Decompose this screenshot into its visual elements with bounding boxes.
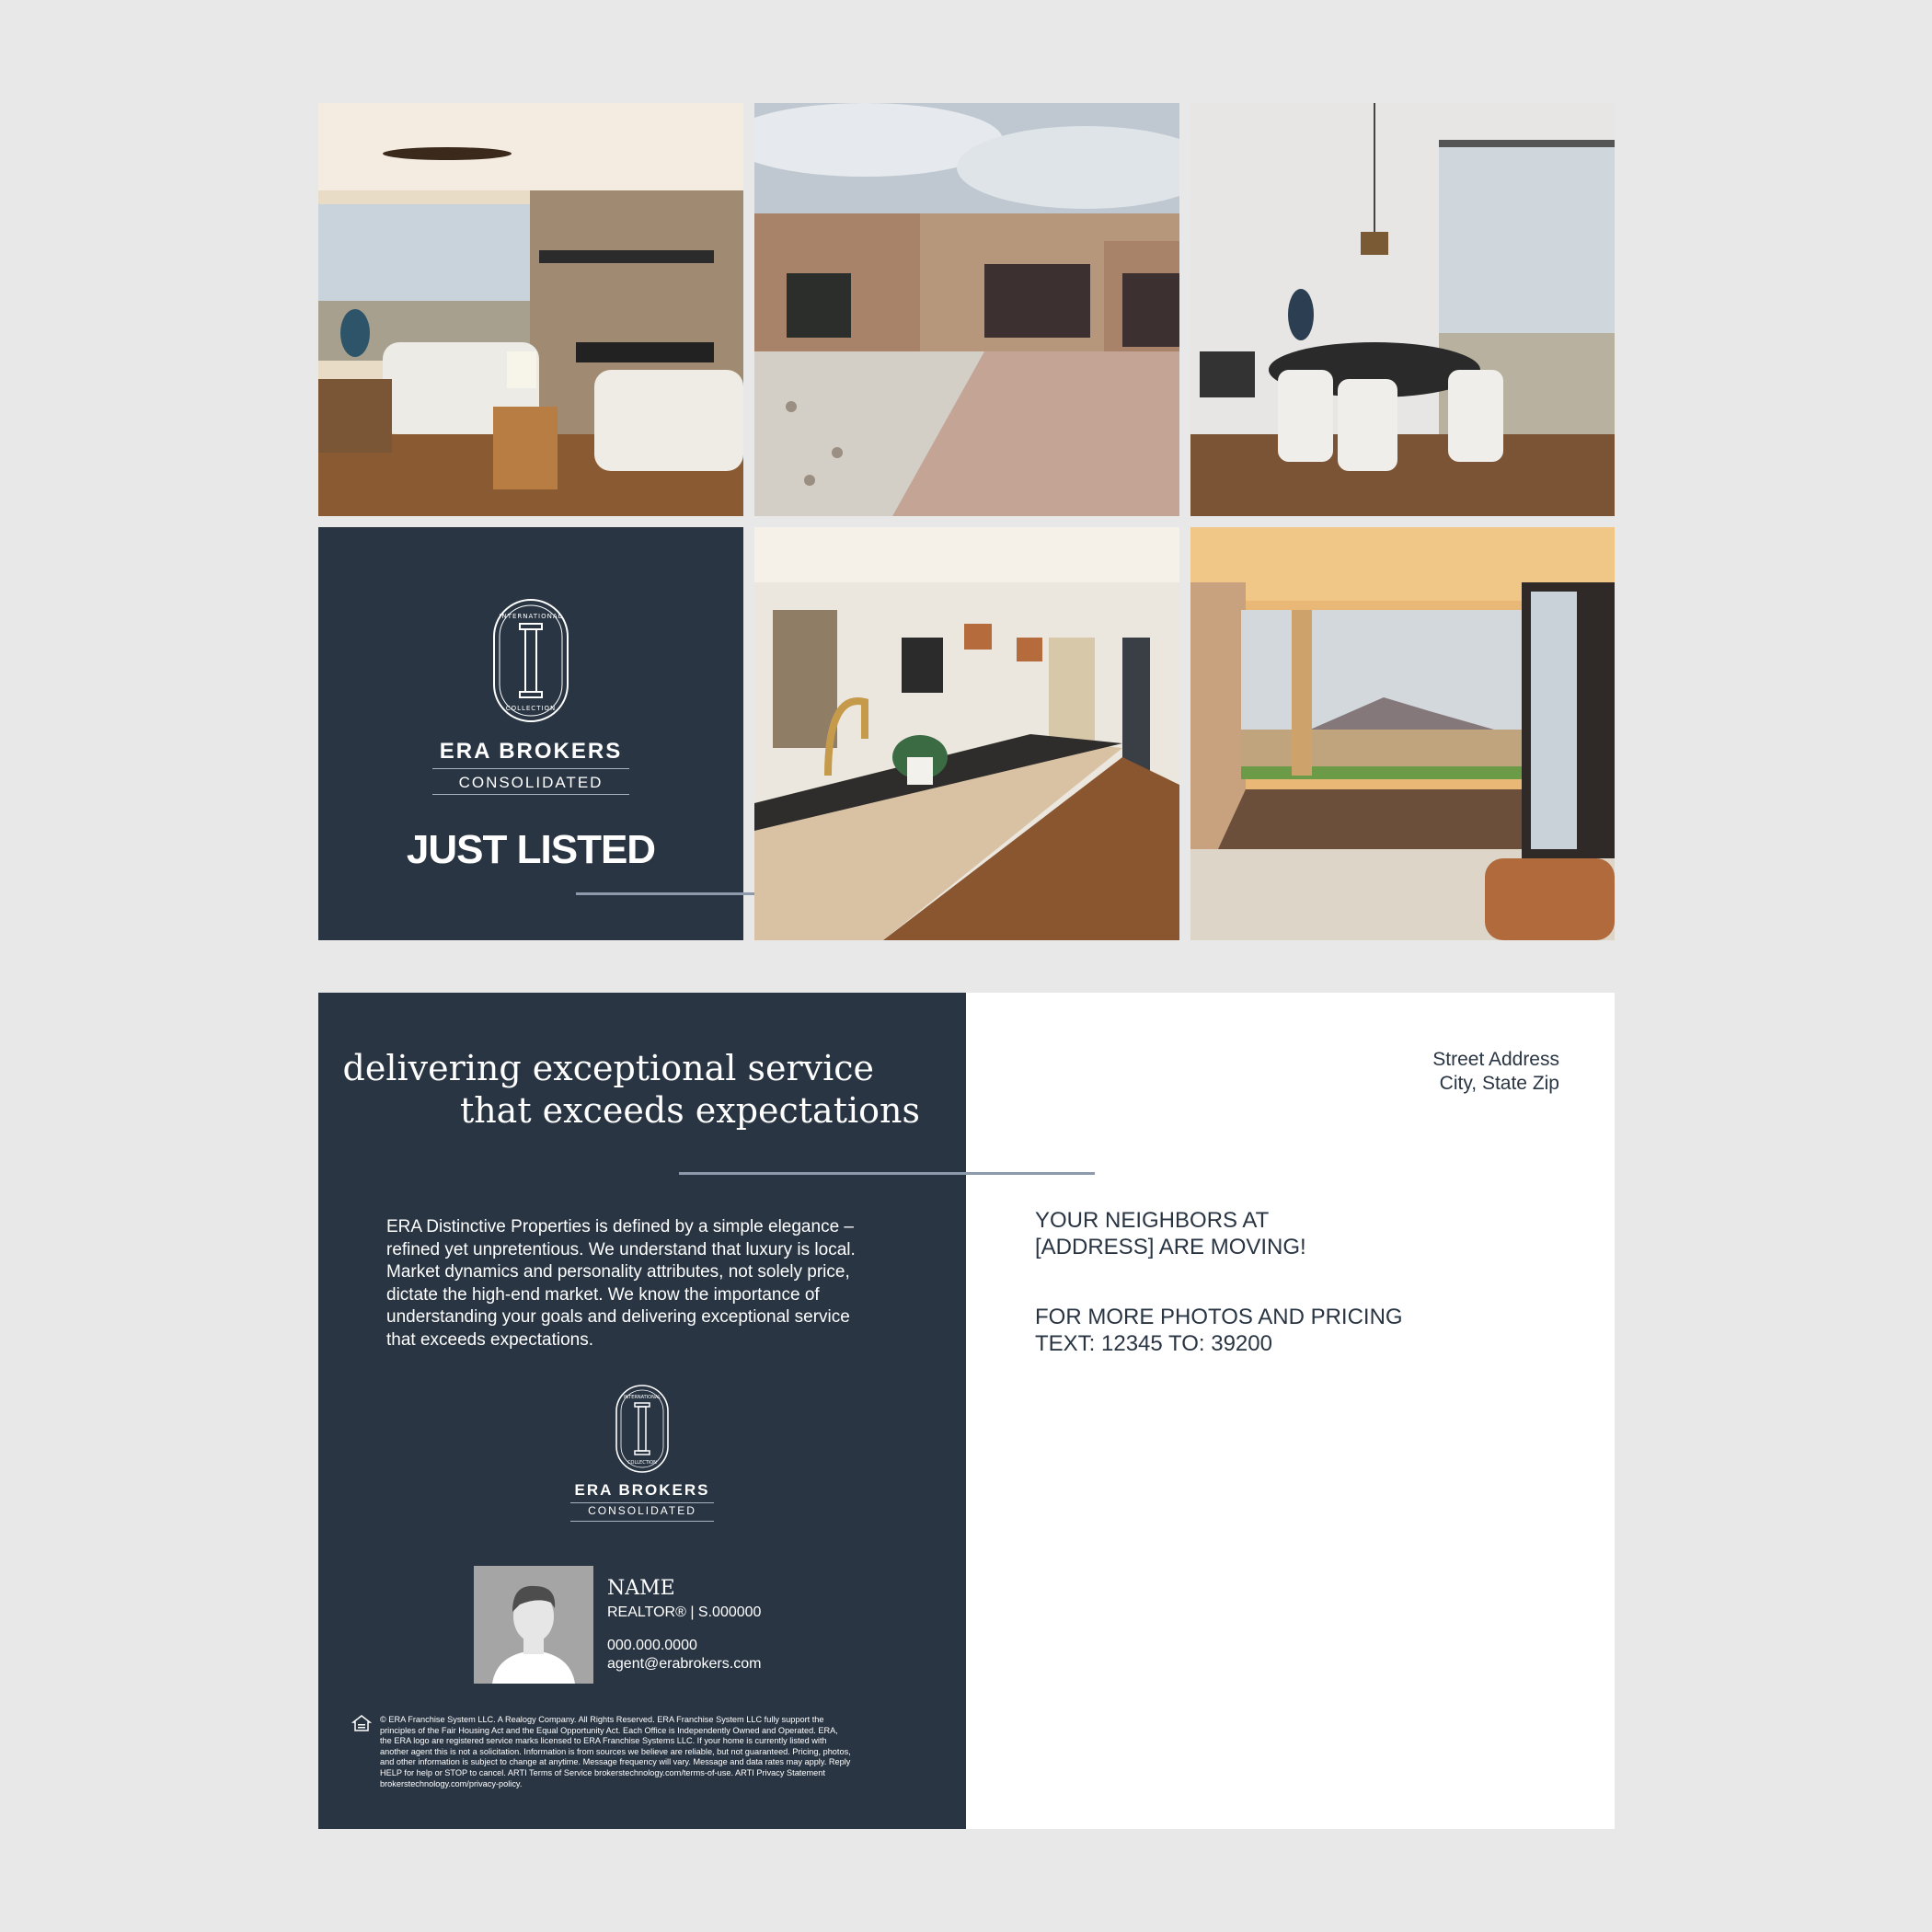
about-paragraph	[386, 1216, 920, 1351]
message-line1: YOUR NEIGHBORS AT	[1035, 1208, 1270, 1233]
brand-name: ERA BROKERS	[439, 739, 623, 764]
disclaimer-line: and other information is subject to change at anytime. Message frequency will vary. Message and data rates may apply. Reply	[380, 1757, 851, 1767]
address-line2: City, State Zip	[1439, 1073, 1559, 1094]
about-line: Market dynamics and personality attributes, not solely price,	[386, 1262, 850, 1282]
disclaimer-line: another agent this is not a solicitation. Information is from sources we believe are reliable, but not guaranteed. Pricing, photos,	[380, 1746, 851, 1756]
message-line3: FOR MORE PHOTOS AND PRICING	[1035, 1305, 1403, 1329]
disclaimer-line: the ERA logo are registered service marks licensed to ERA Franchise Systems LLC. If your home is currently listed with	[380, 1736, 827, 1746]
headline-just-listed: JUST LISTED	[406, 827, 656, 872]
brand-divider	[432, 768, 629, 769]
disclaimer-line: © ERA Franchise System LLC. A Realogy Company. All Rights Reserved. ERA Franchise System LLC fully support the	[380, 1715, 824, 1724]
just-listed-panel	[318, 527, 743, 940]
neighbors-message	[1035, 1207, 1306, 1260]
postcard-back	[318, 993, 1615, 1829]
svg-text:INTERNATIONAL: INTERNATIONAL	[623, 1395, 661, 1400]
svg-text:COLLECTION: COLLECTION	[505, 705, 557, 712]
about-line: dictate the high-end market. We know the importance of	[386, 1284, 820, 1305]
brand-sub-small: CONSOLIDATED	[588, 1504, 696, 1517]
brand-sub: CONSOLIDATED	[458, 774, 604, 791]
mailing-address	[1018, 1048, 1559, 1096]
brand-divider-bottom	[432, 794, 629, 795]
brand-divider-small-bottom	[570, 1521, 714, 1522]
agent-title: REALTOR® | S.000000	[607, 1604, 762, 1620]
pricing-cta	[1035, 1304, 1403, 1357]
about-line: understanding your goals and delivering exceptional service	[386, 1307, 850, 1327]
photo-dining-room	[1190, 103, 1615, 516]
address-line1: Street Address	[1432, 1049, 1559, 1070]
photo-living-room	[318, 103, 743, 516]
equal-housing-icon	[351, 1714, 372, 1734]
about-line: refined yet unpretentious. We understand that luxury is local.	[386, 1239, 856, 1259]
about-line: that exceeds expectations.	[386, 1329, 593, 1350]
photo-house-exterior	[754, 103, 1179, 516]
disclaimer-line: brokerstechnology.com/privacy-policy.	[380, 1778, 523, 1788]
tagline-line1: delivering exceptional service	[342, 1048, 874, 1088]
international-collection-seal-icon	[489, 596, 573, 725]
agent-photo-placeholder	[474, 1566, 593, 1684]
svg-text:COLLECTION: COLLECTION	[627, 1460, 657, 1466]
agent-name: NAME	[607, 1577, 675, 1600]
tagline-line2: that exceeds expectations	[459, 1090, 920, 1131]
brand-name-small: ERA BROKERS	[574, 1481, 710, 1499]
message-line4: TEXT: 12345 TO: 39200	[1035, 1331, 1272, 1356]
disclaimer-line: principles of the Fair Housing Act and the Equal Opportunity Act. Each Office is Independently Owned and Operated. ERA,	[380, 1725, 838, 1735]
photo-patio-view	[1190, 527, 1615, 940]
brand-divider-small	[570, 1502, 714, 1503]
international-collection-seal-icon	[613, 1383, 672, 1475]
message-line2: [ADDRESS] ARE MOVING!	[1035, 1235, 1306, 1259]
tagline-accent-line	[679, 1172, 966, 1175]
accent-line	[576, 892, 743, 895]
agent-email: agent@erabrokers.com	[607, 1656, 762, 1672]
back-left-panel	[318, 993, 966, 1829]
photo-kitchen	[754, 527, 1179, 940]
svg-text:INTERNATIONAL: INTERNATIONAL	[499, 613, 563, 620]
person-silhouette-icon	[474, 1566, 593, 1684]
disclaimer-line: HELP for help or STOP to cancel. ARTI Terms of Service brokerstechnology.com/terms-of-use. ARTI Privacy Statement	[380, 1767, 825, 1777]
tagline-accent-line-extension	[966, 1172, 1095, 1175]
brand-logo	[318, 596, 743, 734]
legal-disclaimer	[380, 1715, 950, 1789]
agent-phone: 000.000.0000	[607, 1638, 697, 1653]
postcard-front	[318, 103, 1615, 940]
about-line: ERA Distinctive Properties is defined by a simple elegance –	[386, 1217, 854, 1236]
